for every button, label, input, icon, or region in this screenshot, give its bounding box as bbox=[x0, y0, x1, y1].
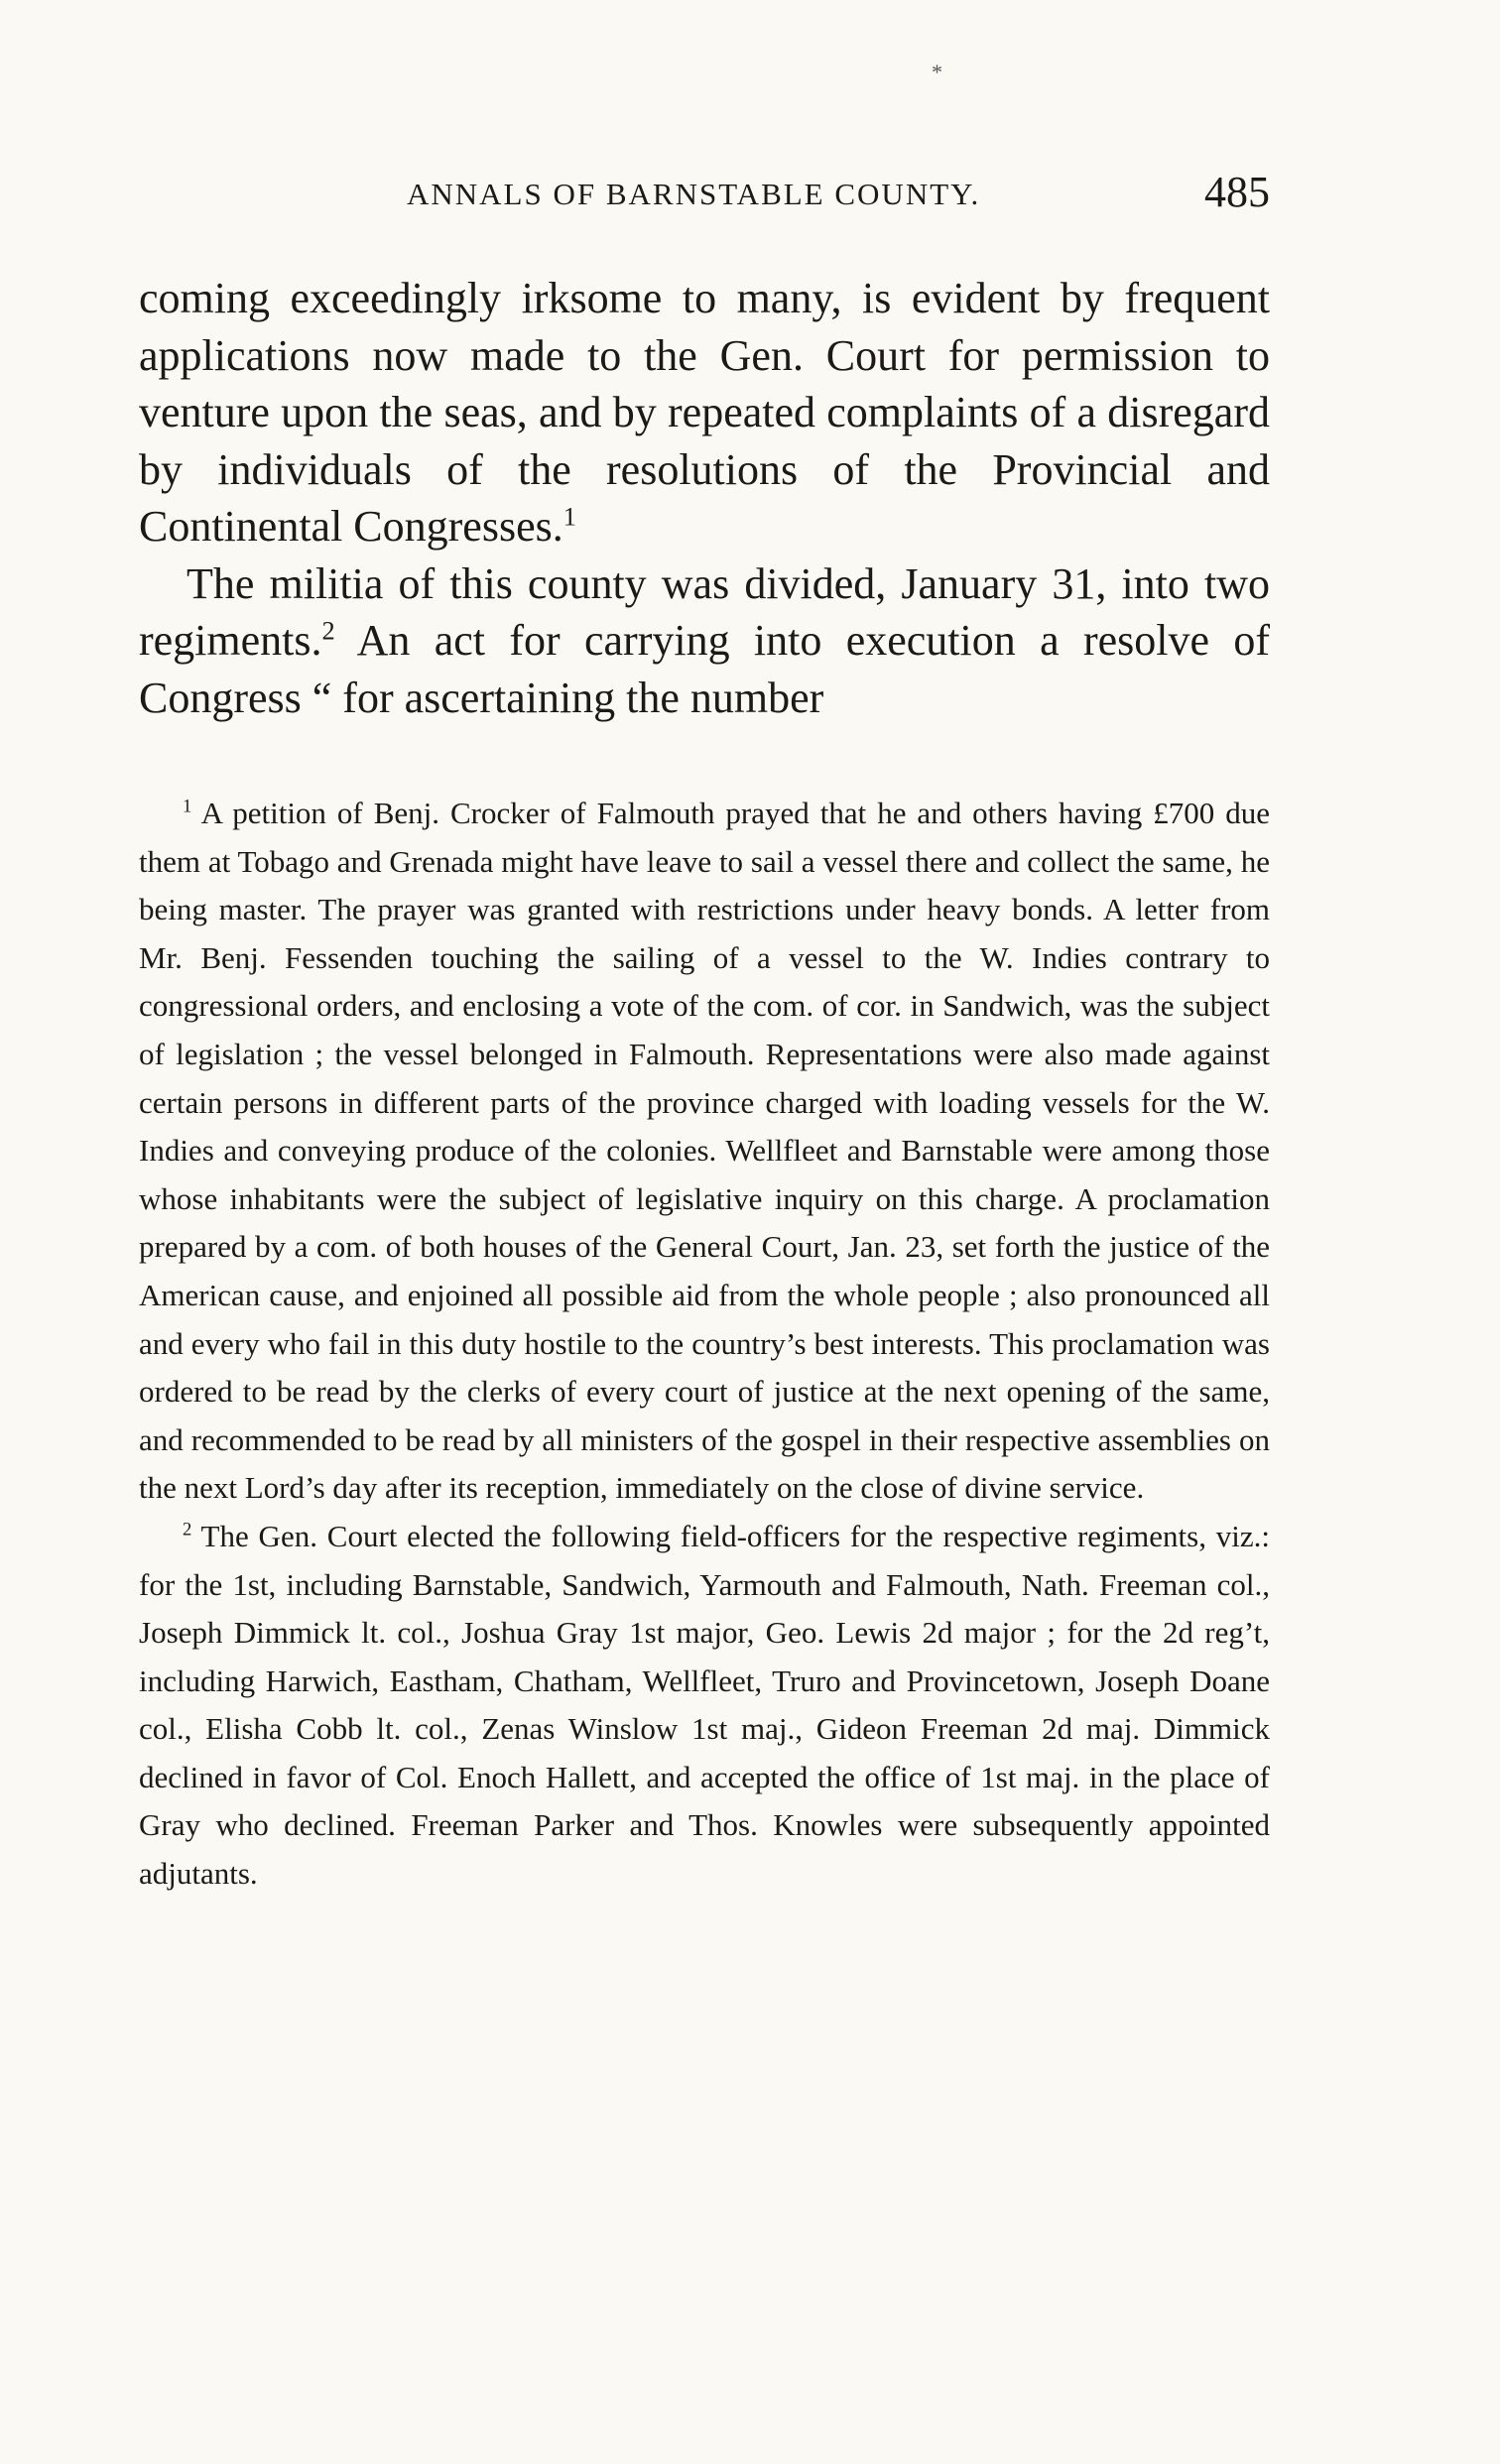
paragraph-text: The militia of this county was divided, January 31, into two regiments. bbox=[139, 558, 1270, 665]
footnote bbox=[139, 1513, 1270, 1899]
footnotes bbox=[139, 790, 1270, 1899]
main-text bbox=[139, 270, 1270, 726]
paragraph-text: An act for carrying into execution a resolve of Congress “ for ascertaining the number bbox=[139, 616, 1270, 722]
footnote-text: A petition of Benj. Crocker of Falmouth prayed that he and others having £700 due them at Tobago and Grenada might have leave to sail a vessel there and collect the same, he being master. The prayer was granted with restrictions under heavy bonds. A letter from Mr. Benj. Fessenden touching the sailing of a vessel to the W. Indies contrary to congressional orders, and enclosing a vote of the com. of cor. in Sandwich, was the subject of legislation ; the vessel belonged in Falmouth. Representations were also made against certain persons in different parts of the province charged with loading vessels for the W. Indies and conveying produce of the colonies. Wellfleet and Barnstable were among those whose inhabitants were the subject of legislative inquiry on this charge. A proclamation prepared by a com. of both houses of the General Court, Jan. 23, set forth the justice of the American cause, and enjoined all possible aid from the whole people ; also pronounced all and every who fail in this duty hostile to the country’s best interests. This proclamation was ordered to be read by the clerks of every court of justice at the next opening of the same, and recommended to be read by all ministers of the gospel in their respective assemblies on the next Lord’s day after its reception, immediately on the close of divine service. bbox=[139, 796, 1270, 1506]
footnote-text: The Gen. Court elected the following field-officers for the respective regiments, viz.: for the 1st, including Barnstable, Sandwich, Yarmouth and Falmouth, Nath. Freeman col., Joseph Dimmick lt. col., Joshua Gray 1st major, Geo. Lewis 2d major ; for the 2d reg’t, including Harwich, Eastham, Chatham, Wellfleet, Truro and Provincetown, Joseph Doane col., Elisha Cobb lt. col., Zenas Winslow 1st maj., Gideon Freeman 2d maj. Dimmick declined in favor of Col. Enoch Hallett, and accepted the office of 1st maj. in the place of Gray who declined. Freeman Parker and Thos. Knowles were subsequently appointed adjutants. bbox=[139, 1518, 1270, 1892]
running-head bbox=[139, 167, 1270, 226]
paragraph bbox=[139, 555, 1270, 727]
footnote-marker: 2 bbox=[183, 1519, 192, 1540]
paragraph-text: coming exceedingly irksome to many, is evident by frequent applications now made to the Gen. Court for permission to venture upon the seas, and by repeated complaints of a disregard by individuals of the resolutions of the Provincial and Continental Congresses. bbox=[139, 274, 1270, 551]
footnote-marker: 1 bbox=[183, 796, 192, 817]
footnote bbox=[139, 790, 1270, 1513]
footnote-ref: 2 bbox=[321, 615, 335, 646]
footnote-ref: 1 bbox=[562, 501, 576, 532]
running-title: ANNALS OF BARNSTABLE COUNTY. bbox=[407, 177, 981, 211]
paragraph bbox=[139, 270, 1270, 555]
page-number: 485 bbox=[1204, 168, 1270, 216]
print-speck: * bbox=[932, 60, 942, 84]
